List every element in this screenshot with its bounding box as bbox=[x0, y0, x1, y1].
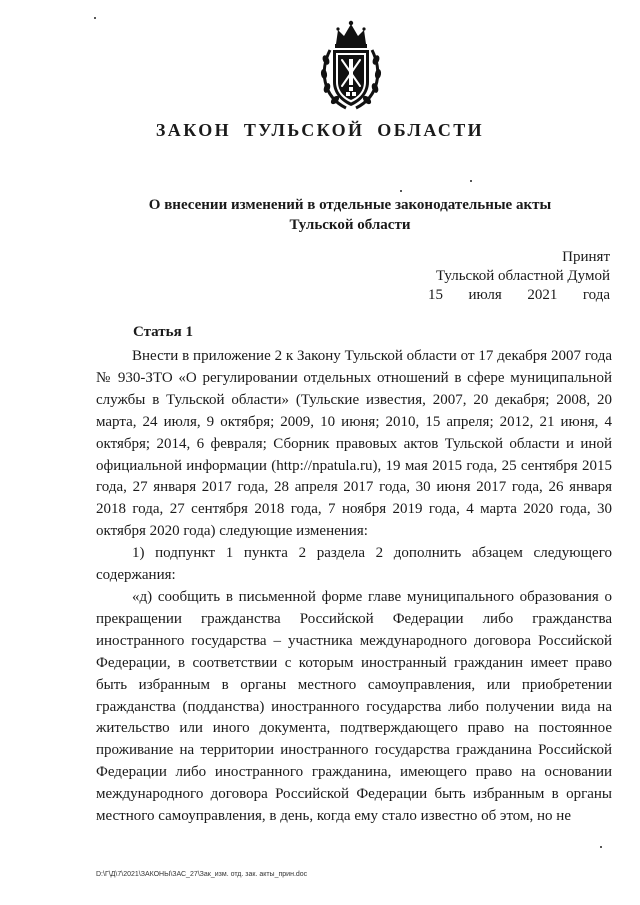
adoption-month: июля bbox=[468, 287, 502, 303]
law-title: ЗАКОН ТУЛЬСКОЙ ОБЛАСТИ bbox=[155, 120, 485, 140]
article-heading: Статья 1 bbox=[133, 324, 193, 340]
adopted-label: Принят bbox=[562, 249, 610, 265]
adopted-by: Тульской областной Думой bbox=[435, 268, 610, 284]
scan-speck bbox=[400, 190, 402, 192]
coat-of-arms-icon bbox=[318, 20, 384, 112]
adoption-date bbox=[428, 286, 610, 305]
scan-speck bbox=[470, 180, 472, 182]
adoption-year-word: года bbox=[582, 287, 610, 303]
subtitle-line: О внесении изменений в отдельные законодательные акты bbox=[148, 197, 552, 213]
scan-speck bbox=[600, 846, 602, 848]
paragraph: 1) подпункт 1 пункта 2 раздела 2 дополнить абзацем следующего содержания: bbox=[96, 545, 612, 584]
paragraph: Внести в приложение 2 к Закону Тульской области от 17 декабря 2007 года № 930-ЗТО «О регулировании отдельных отношений в сфере муниципальной службы в Тульской области» (Тульские известия, 2007, 20 декабря; 2008, 20 марта, 24 июля, 9 октября; 2009, 10 июня; 2010, 15 апреля; 2012, 21 июня, 4 октября; 2014, 6 февраля; Сборник правовых актов Тульской области и иной официальной информации (http://npatula.ru), 19 мая 2015 года, 25 сентября 2015 года, 27 января 2017 года, 28 апреля 2017 года, 30 июня 2017 года, 26 января 2018 года, 27 сентября 2018 года, 7 ноября 2019 года, 4 марта 2020 года, 30 октября 2020 года) следующие изменения: bbox=[96, 348, 612, 540]
adoption-year: 2021 bbox=[527, 287, 558, 303]
file-path-footer: D:\Г\Д\7\2021\ЗАКОНЫ\ЗАС_27\Зак_изм. отд. зак. акты_прин.doc bbox=[96, 871, 308, 878]
paragraph: «д) сообщить в письменной форме главе муниципального образования о прекращении гражданства Российской Федерации либо гражданства иностранного государства – участника международного договора Российской Федерации, в соответствии с которым иностранный гражданин имеет право быть избранным в органы местного самоуправления, или приобретении гражданства (подданства) иностранного государства либо получении вида на жительство или иного документа, подтверждающего право на постоянное проживание на территории иностранного государства гражданина Российской Федерации либо иностранного гражданина, имеющего право на основании международного договора Российской Федерации быть избранным в органы местного самоуправления, в день, когда ему стало известно об этом, но не bbox=[96, 588, 612, 825]
adoption-block bbox=[428, 248, 610, 305]
law-subtitle bbox=[0, 195, 640, 235]
subtitle-line: Тульской области bbox=[289, 217, 411, 233]
article-body bbox=[96, 346, 612, 828]
adoption-day: 15 bbox=[428, 287, 443, 303]
scan-speck bbox=[94, 17, 96, 19]
